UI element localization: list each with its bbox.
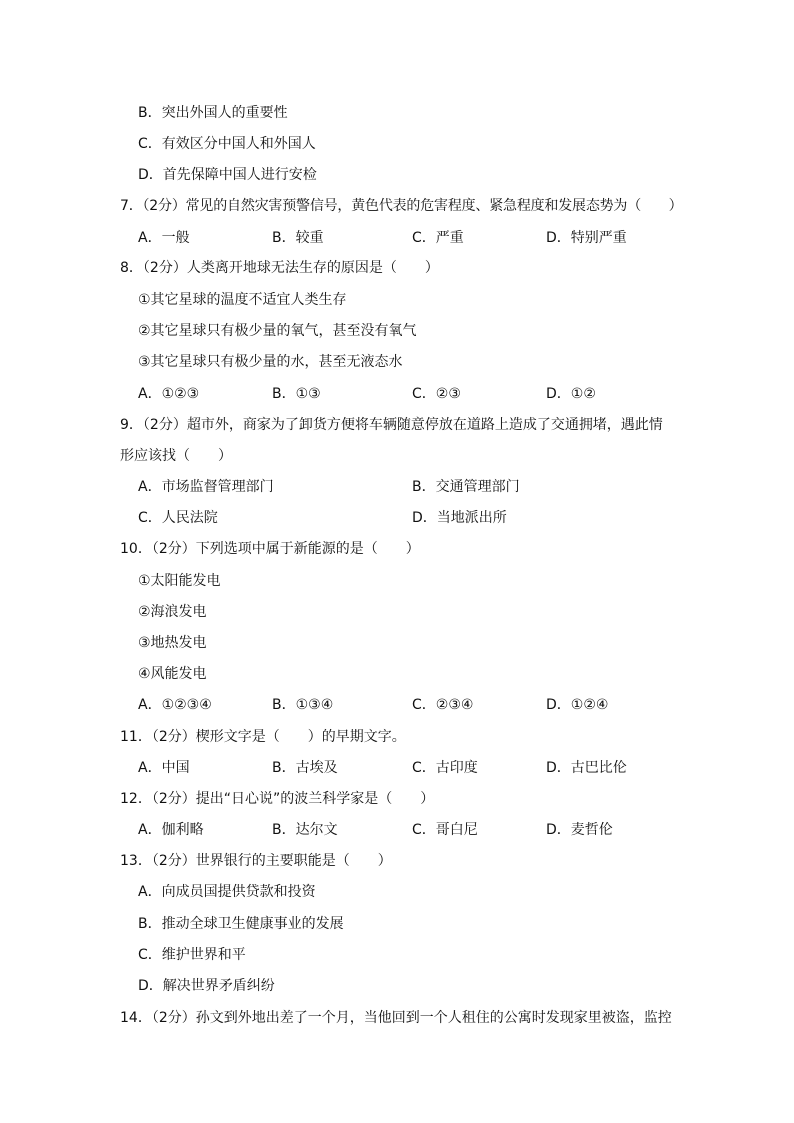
q9-option-a: A．市场监督管理部门 — [138, 479, 274, 495]
q8-statement-2: ②其它星球只有极少量的氧气，甚至没有氧气 — [138, 323, 417, 339]
q9-options-row-2 — [138, 508, 698, 528]
q7-option-a: A．一般 — [138, 230, 190, 246]
q12-option-c: C．哥白尼 — [412, 822, 478, 838]
q8-option-d: D．①② — [546, 386, 596, 402]
q10-stem: 10．（2分）下列选项中属于新能源的是（ ） — [120, 541, 420, 557]
q8-statement-1: ①其它星球的温度不适宜人类生存 — [138, 292, 347, 308]
q10-statement-4: ④风能发电 — [138, 666, 207, 682]
q7-option-c: C．严重 — [412, 230, 464, 246]
q13-option-b: B．推动全球卫生健康事业的发展 — [138, 916, 344, 932]
q9-option-d: D．当地派出所 — [412, 510, 507, 526]
q11-option-b: B．古埃及 — [272, 760, 338, 776]
q7-options-row — [138, 228, 698, 248]
q12-options-row — [138, 820, 698, 840]
q14-stem-line-1: 14．（2分）孙文到外地出差了一个月，当他回到一个人租住的公寓时发现家里被盗，监控 — [120, 1010, 672, 1026]
q8-stem: 8．（2分）人类离开地球无法生存的原因是（ ） — [120, 260, 439, 276]
q7-option-d: D．特别严重 — [546, 230, 627, 246]
q10-option-a: A．①②③④ — [138, 697, 212, 713]
q9-stem-line-2: 形应该找（ ） — [120, 448, 232, 464]
q10-statement-3: ③地热发电 — [138, 635, 207, 651]
q11-options-row — [138, 758, 698, 778]
q11-option-c: C．古印度 — [412, 760, 478, 776]
q9-option-b: B．交通管理部门 — [412, 479, 520, 495]
q13-stem: 13．（2分）世界银行的主要职能是（ ） — [120, 853, 392, 869]
q8-option-a: A．①②③ — [138, 386, 200, 402]
q9-stem-line-1: 9．（2分）超市外，商家为了卸货方便将车辆随意停放在道路上造成了交通拥堵，遇此情 — [120, 417, 663, 433]
q12-option-a: A．伽利略 — [138, 822, 204, 838]
q9-options-row-1 — [138, 477, 698, 497]
q12-stem: 12．（2分）提出“日心说”的波兰科学家是（ ） — [120, 791, 435, 807]
q13-option-a: A．向成员国提供贷款和投资 — [138, 884, 316, 900]
q6-option-d: D．首先保障中国人进行安检 — [138, 167, 317, 183]
q12-option-d: D．麦哲伦 — [546, 822, 613, 838]
q7-option-b: B．较重 — [272, 230, 324, 246]
q10-statement-1: ①太阳能发电 — [138, 573, 221, 589]
q11-option-d: D．古巴比伦 — [546, 760, 627, 776]
q13-option-c: C．维护世界和平 — [138, 947, 246, 963]
q12-option-b: B．达尔文 — [272, 822, 338, 838]
q9-option-c: C．人民法院 — [138, 510, 218, 526]
q10-option-c: C．②③④ — [412, 697, 474, 713]
q13-option-d: D．解决世界矛盾纠纷 — [138, 978, 275, 994]
q6-option-b: B．突出外国人的重要性 — [138, 105, 288, 121]
q10-statement-2: ②海浪发电 — [138, 604, 207, 620]
q11-stem: 11．（2分）楔形文字是（ ）的早期文字。 — [120, 729, 406, 745]
q10-option-d: D．①②④ — [546, 697, 609, 713]
q7-stem: 7．（2分）常见的自然灾害预警信号，黄色代表的危害程度、紧急程度和发展态势为（ ） — [120, 198, 683, 214]
q8-options-row — [138, 384, 698, 404]
q6-option-c: C．有效区分中国人和外国人 — [138, 136, 316, 152]
q10-option-b: B．①③④ — [272, 697, 334, 713]
q10-options-row — [138, 695, 698, 715]
q11-option-a: A．中国 — [138, 760, 190, 776]
q8-statement-3: ③其它星球只有极少量的水，甚至无液态水 — [138, 354, 403, 370]
q8-option-c: C．②③ — [412, 386, 461, 402]
q8-option-b: B．①③ — [272, 386, 321, 402]
